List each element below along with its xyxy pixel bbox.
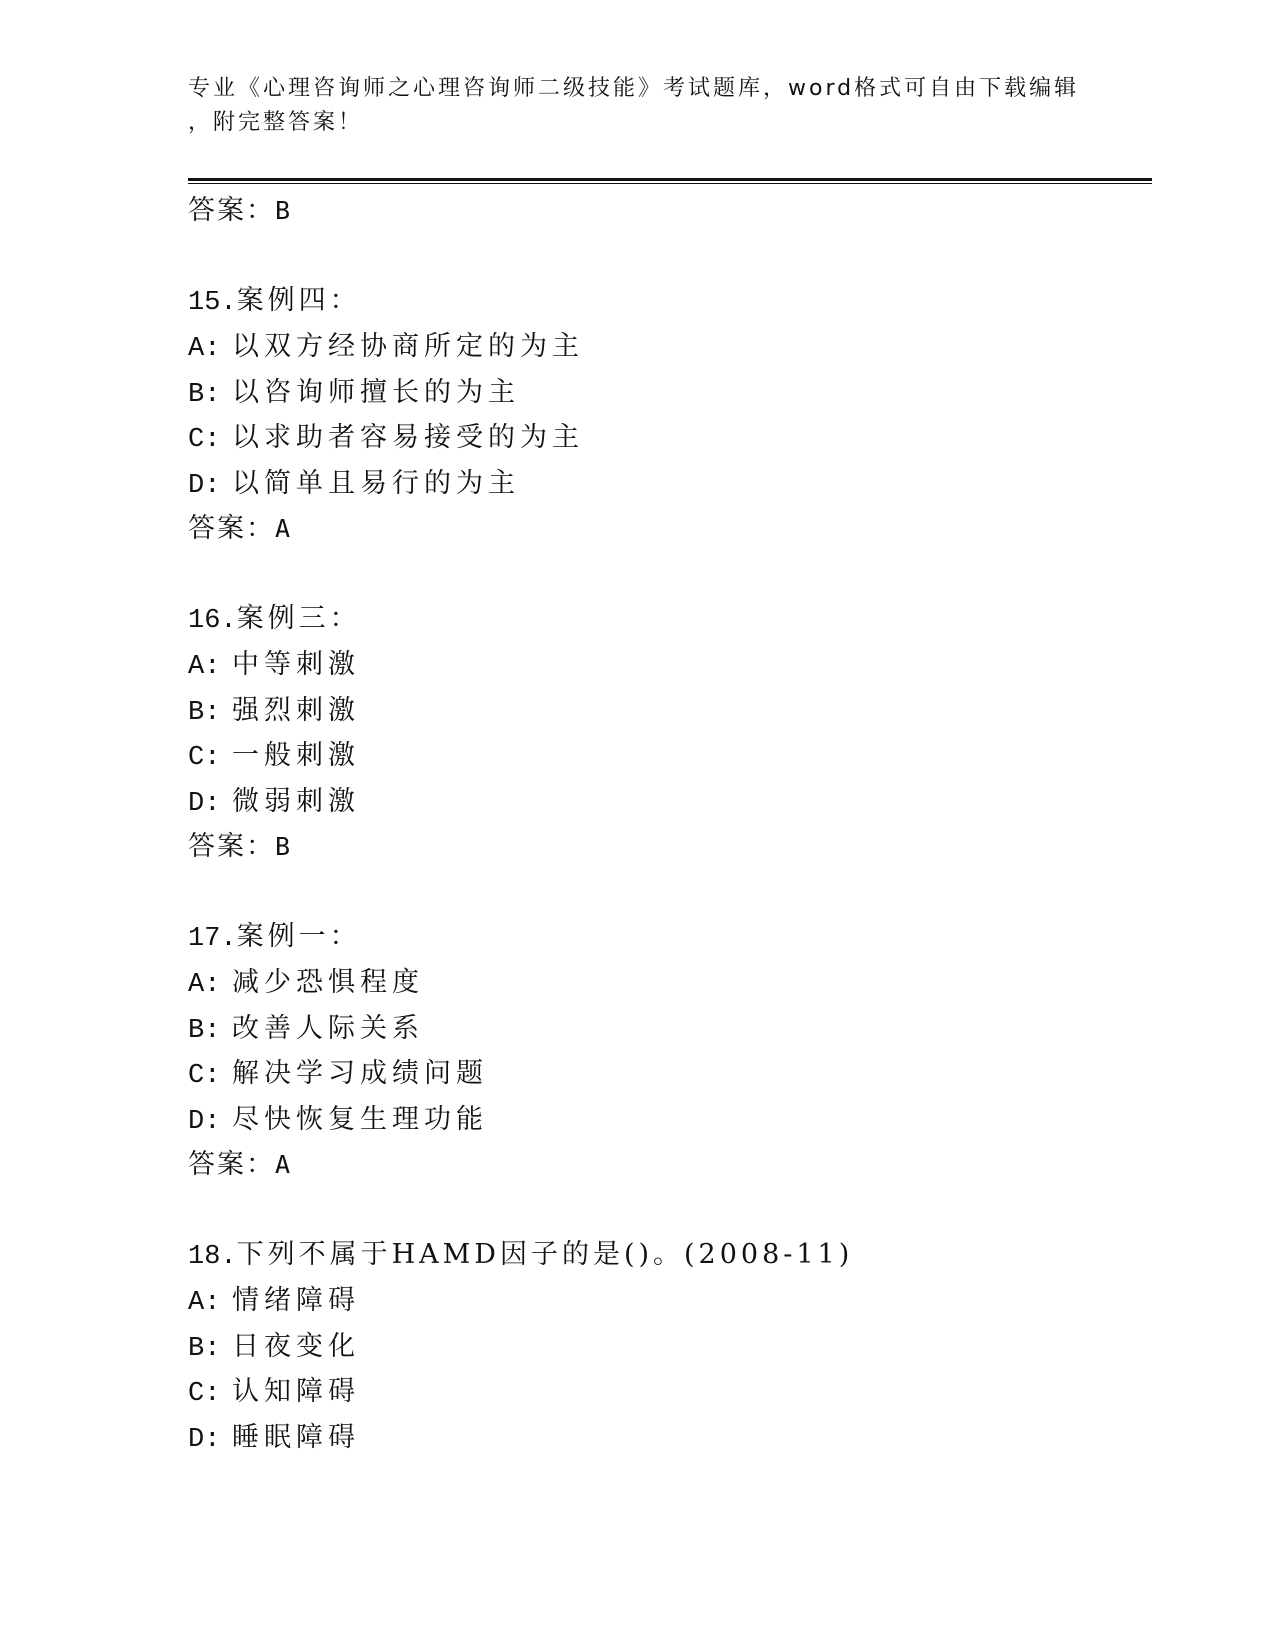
question-list: [188, 188, 1152, 1460]
header-title-line-2: ，附完整答案！: [188, 110, 364, 135]
answer-label: 答案：: [188, 1149, 275, 1180]
option-key: A:: [188, 1288, 221, 1318]
document-header: [188, 72, 1088, 140]
question-number: 18.: [188, 1242, 237, 1272]
option-key: D:: [188, 470, 221, 501]
option-a: [188, 960, 1152, 1006]
header-title-line-1: 专业《心理咨询师之心理咨询师二级技能》考试题库，word格式可自由下载编辑: [188, 76, 1080, 101]
option-key: D:: [188, 1106, 221, 1137]
answer-line: [188, 824, 1152, 870]
answer-label: 答案：: [188, 195, 275, 226]
option-text: 微弱刺激: [232, 785, 360, 817]
option-text: 以咨询师擅长的为主: [232, 376, 520, 408]
question-16-stem: [188, 596, 1152, 642]
answer-value: B: [275, 832, 293, 861]
option-text: 以简单且易行的为主: [232, 467, 520, 499]
option-text: 一般刺激: [232, 740, 360, 771]
option-a: [188, 1278, 1152, 1324]
option-key: C:: [188, 1379, 221, 1409]
question-number: 16.: [188, 606, 237, 636]
option-text: 日夜变化: [232, 1330, 360, 1362]
option-key: A:: [188, 970, 221, 1000]
option-d: [188, 779, 1152, 825]
option-key: B:: [188, 1015, 221, 1046]
option-text: 解决学习成绩问题: [232, 1058, 488, 1089]
option-text: 改善人际关系: [232, 1012, 424, 1044]
option-key: B:: [188, 379, 221, 410]
option-b: [188, 1006, 1152, 1052]
option-text: 中等刺激: [232, 649, 360, 680]
option-text: 尽快恢复生理功能: [232, 1103, 488, 1135]
spacer: [188, 870, 1152, 914]
option-text: 睡眠障碍: [232, 1421, 360, 1453]
option-key: D:: [188, 788, 221, 819]
option-c: [188, 1051, 1152, 1097]
option-key: B:: [188, 1333, 221, 1364]
option-key: C:: [188, 425, 221, 455]
option-a: [188, 642, 1152, 688]
question-text: 下列不属于HAMD因子的是()。(2008-11): [236, 1239, 854, 1270]
option-d: [188, 461, 1152, 507]
option-text: 强烈刺激: [232, 694, 360, 726]
question-17-stem: [188, 914, 1152, 960]
answer-label: 答案：: [188, 831, 275, 862]
question-15-stem: [188, 278, 1152, 324]
option-b: [188, 370, 1152, 416]
header-divider-thin: [188, 183, 1152, 184]
question-18-stem: [188, 1232, 1152, 1278]
question-text: 案例一：: [236, 921, 361, 952]
spacer: [188, 552, 1152, 596]
spacer: [188, 1188, 1152, 1232]
answer-value: A: [275, 514, 293, 543]
answer-value: A: [275, 1150, 293, 1179]
header-divider-thick: [188, 178, 1152, 181]
option-b: [188, 1324, 1152, 1370]
option-text: 情绪障碍: [232, 1285, 360, 1316]
question-text: 案例三：: [236, 603, 361, 634]
question-number: 15.: [188, 288, 237, 318]
option-text: 以求助者容易接受的为主: [232, 422, 584, 453]
option-d: [188, 1097, 1152, 1143]
option-a: [188, 324, 1152, 370]
question-number: 17.: [188, 924, 237, 954]
option-key: D:: [188, 1424, 221, 1455]
option-text: 以双方经协商所定的为主: [232, 331, 584, 362]
option-key: C:: [188, 1061, 221, 1091]
answer-value: B: [275, 196, 293, 225]
option-c: [188, 1369, 1152, 1415]
option-c: [188, 415, 1152, 461]
option-key: C:: [188, 743, 221, 773]
answer-label: 答案：: [188, 513, 275, 544]
option-d: [188, 1415, 1152, 1461]
option-b: [188, 688, 1152, 734]
option-key: B:: [188, 697, 221, 728]
question-text: 案例四：: [236, 285, 361, 316]
option-key: A:: [188, 334, 221, 364]
option-text: 认知障碍: [232, 1376, 360, 1407]
spacer: [188, 234, 1152, 278]
option-key: A:: [188, 652, 221, 682]
answer-line: [188, 506, 1152, 552]
answer-line: [188, 188, 1152, 234]
option-c: [188, 733, 1152, 779]
answer-line: [188, 1142, 1152, 1188]
option-text: 减少恐惧程度: [232, 967, 424, 998]
